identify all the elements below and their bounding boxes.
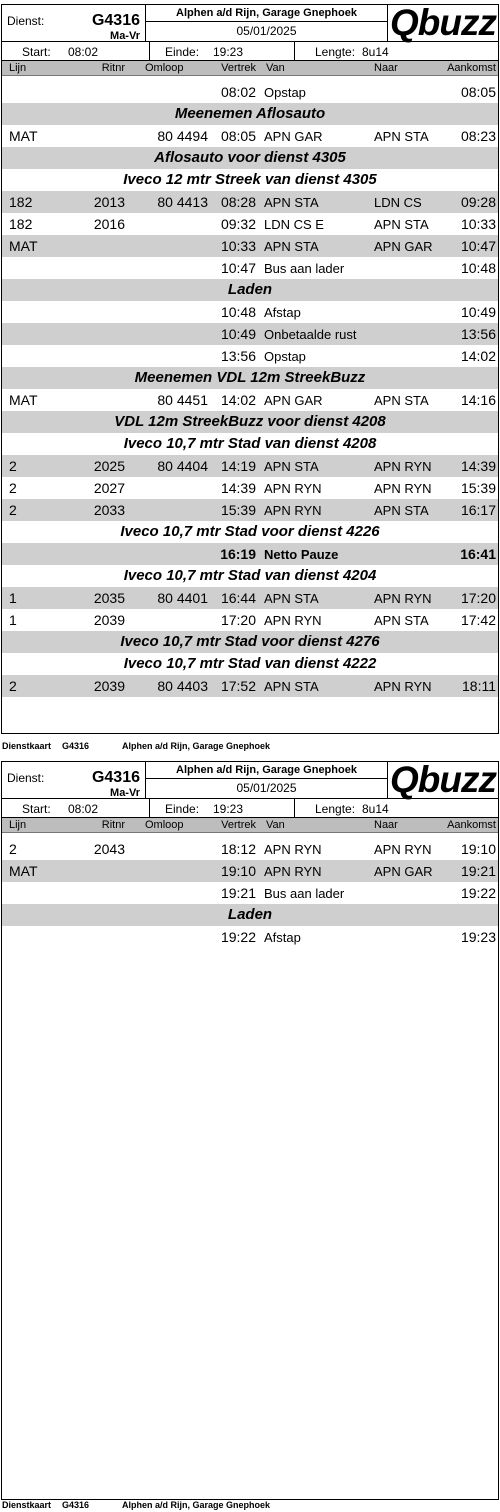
cell-vertrek: 19:22: [220, 929, 256, 945]
col-ritnr: Ritnr: [101, 62, 125, 74]
lengte-value: 8u14: [362, 45, 389, 59]
cell-vertrek: 10:47: [220, 260, 256, 276]
cell-lijn: MAT: [9, 863, 38, 879]
cell-van: APN STA: [264, 239, 319, 254]
col-omloop: Omloop: [145, 62, 184, 74]
col-ritnr: Ritnr: [101, 819, 125, 831]
section-title: Meenemen Aflosauto: [174, 105, 326, 122]
dienst-code: G4316: [91, 769, 140, 786]
trip-row: [2, 389, 498, 411]
divider: [149, 42, 150, 60]
cell-naar: APN RYN: [374, 459, 432, 474]
cell-omloop: 80 4451: [157, 392, 208, 408]
cell-aankomst: 14:39: [460, 458, 496, 474]
section-title-row: [2, 433, 498, 455]
trip-row: [2, 882, 498, 904]
section-title: Iveco 10,7 mtr Stad van dienst 4222: [123, 655, 377, 672]
footer-location: Alphen a/d Rijn, Garage Gnephoek: [122, 741, 271, 751]
schedule-rows: [2, 833, 498, 948]
col-omloop: Omloop: [145, 819, 184, 831]
column-header: [2, 61, 498, 76]
footer-code: G4316: [62, 1500, 90, 1510]
start-label: Start:: [22, 45, 51, 59]
cell-van: APN RYN: [264, 481, 322, 496]
dienst-label: Dienst:: [7, 771, 45, 785]
col-lijn: Lijn: [9, 819, 27, 831]
date: 05/01/2025: [236, 24, 297, 38]
cell-aankomst: 18:11: [462, 678, 496, 694]
einde-label: Einde:: [165, 45, 200, 59]
cell-lijn: 1: [9, 590, 17, 606]
cell-lijn: 182: [9, 194, 33, 210]
cell-van: APN STA: [264, 679, 319, 694]
start-value: 08:02: [68, 802, 99, 816]
cell-omloop: 80 4413: [157, 194, 208, 210]
cell-aankomst: 10:49: [460, 304, 496, 320]
trip-row: [2, 301, 498, 323]
cell-ritnr: 2016: [93, 216, 125, 232]
cell-aankomst: 17:42: [460, 612, 496, 628]
cell-lijn: 2: [9, 841, 17, 857]
cell-van: Afstap: [264, 930, 301, 945]
cell-vertrek: 10:33: [220, 238, 256, 254]
location: Alphen a/d Rijn, Garage Gnephoek: [146, 5, 387, 22]
cell-aankomst: 15:39: [460, 480, 496, 496]
page-footer: [0, 741, 500, 753]
cell-vertrek: 17:52: [220, 678, 256, 694]
cell-ritnr: 2027: [93, 480, 125, 496]
cell-van: APN RYN: [264, 842, 322, 857]
section-title: VDL 12m StreekBuzz voor dienst 4208: [114, 413, 386, 430]
cell-van: APN RYN: [264, 864, 322, 879]
pause-row: [2, 543, 498, 565]
cell-lijn: MAT: [9, 238, 38, 254]
card-header: [2, 2, 498, 43]
cell-van: APN GAR: [264, 393, 323, 408]
cell-aankomst: 19:10: [460, 841, 496, 857]
section-title: Laden: [227, 281, 273, 298]
cell-vertrek: 08:02: [220, 84, 256, 100]
divider: [149, 799, 150, 817]
qbuzz-logo: Qbuzz: [390, 2, 496, 43]
section-title: Iveco 10,7 mtr Stad van dienst 4208: [123, 435, 377, 452]
cell-aankomst: 19:23: [460, 929, 496, 945]
cell-naar: APN STA: [374, 503, 429, 518]
cell-lijn: 1: [9, 612, 17, 628]
cell-vertrek: 14:19: [220, 458, 256, 474]
einde-value: 19:23: [213, 45, 244, 59]
cell-van: Opstap: [264, 85, 306, 100]
start-label: Start:: [22, 802, 51, 816]
cell-naar: APN STA: [374, 393, 429, 408]
cell-naar: APN RYN: [374, 591, 432, 606]
cell-ritnr: 2035: [93, 590, 125, 606]
cell-ritnr: 2025: [93, 458, 125, 474]
cell-aankomst: 10:48: [460, 260, 496, 276]
cell-van: Netto Pauze: [264, 547, 339, 562]
trip-row: [2, 191, 498, 213]
trip-row: [2, 81, 498, 103]
cell-vertrek: 15:39: [220, 502, 256, 518]
cell-naar: APN STA: [374, 613, 429, 628]
cell-vertrek: 17:20: [220, 612, 256, 628]
section-title: Laden: [227, 906, 273, 923]
col-aankomst: Aankomst: [447, 62, 496, 74]
trip-row: [2, 235, 498, 257]
cell-vertrek: 08:28: [220, 194, 256, 210]
trip-row: [2, 499, 498, 521]
col-vertrek: Vertrek: [221, 819, 256, 831]
col-vertrek: Vertrek: [221, 62, 256, 74]
location-date-box: [145, 5, 388, 41]
col-lijn: Lijn: [9, 62, 27, 74]
cell-van: APN RYN: [264, 503, 322, 518]
divider: [294, 799, 295, 817]
trip-row: [2, 125, 498, 147]
footer-code: G4316: [62, 741, 90, 751]
cell-van: Bus aan lader: [264, 886, 345, 901]
cell-van: Onbetaalde rust: [264, 327, 357, 342]
cell-van: Bus aan lader: [264, 261, 345, 276]
service-days: Ma-Vr: [110, 30, 140, 42]
section-title: Iveco 10,7 mtr Stad voor dienst 4226: [120, 523, 380, 540]
cell-aankomst: 13:56: [460, 326, 496, 342]
trip-row: [2, 675, 498, 697]
section-title-row: [2, 904, 498, 926]
cell-aankomst: 17:20: [460, 590, 496, 606]
cell-omloop: 80 4401: [157, 590, 208, 606]
cell-vertrek: 13:56: [220, 348, 256, 364]
cell-vertrek: 14:39: [220, 480, 256, 496]
service-days: Ma-Vr: [110, 787, 140, 799]
cell-van: APN STA: [264, 591, 319, 606]
location-date-box: [145, 762, 388, 798]
lengte-label: Lengte:: [315, 802, 356, 816]
cell-van: APN STA: [264, 459, 319, 474]
section-title: Iveco 12 mtr Streek van dienst 4305: [123, 171, 377, 188]
trip-row: [2, 587, 498, 609]
section-title-row: [2, 367, 498, 389]
trip-row: [2, 609, 498, 631]
shift-times-bar: [2, 799, 498, 818]
cell-naar: APN STA: [374, 217, 429, 232]
section-title-row: [2, 411, 498, 433]
cell-ritnr: 2043: [93, 841, 125, 857]
cell-naar: APN RYN: [374, 679, 432, 694]
trip-row: [2, 838, 498, 860]
shift-times-bar: [2, 42, 498, 61]
cell-naar: APN GAR: [374, 864, 433, 879]
cell-vertrek: 14:02: [220, 392, 256, 408]
section-title: Iveco 10,7 mtr Stad van dienst 4204: [123, 567, 377, 584]
trip-row: [2, 213, 498, 235]
cell-vertrek: 18:12: [220, 841, 256, 857]
cell-vertrek: 16:19: [220, 546, 256, 562]
cell-lijn: 2: [9, 480, 17, 496]
cell-vertrek: 10:49: [220, 326, 256, 342]
cell-aankomst: 10:47: [460, 238, 496, 254]
cell-naar: APN GAR: [374, 239, 433, 254]
cell-aankomst: 10:33: [460, 216, 496, 232]
cell-omloop: 80 4403: [157, 678, 208, 694]
column-header: [2, 818, 498, 833]
trip-row: [2, 455, 498, 477]
cell-naar: APN RYN: [374, 481, 432, 496]
dienst-label: Dienst:: [7, 14, 45, 28]
cell-lijn: 182: [9, 216, 33, 232]
cell-naar: APN RYN: [374, 842, 432, 857]
cell-vertrek: 19:21: [220, 885, 256, 901]
trip-row: [2, 926, 498, 948]
cell-aankomst: 16:41: [460, 546, 496, 562]
einde-value: 19:23: [213, 802, 244, 816]
footer-label: Dienstkaart: [2, 1500, 52, 1510]
section-title-row: [2, 653, 498, 675]
cell-lijn: MAT: [9, 128, 38, 144]
qbuzz-logo: Qbuzz: [390, 759, 496, 800]
cell-vertrek: 08:05: [220, 128, 256, 144]
col-naar: Naar: [374, 819, 398, 831]
cell-vertrek: 19:10: [220, 863, 256, 879]
section-title-row: [2, 169, 498, 191]
duty-card-2: [1, 761, 499, 1500]
footer-label: Dienstkaart: [2, 741, 52, 751]
cell-vertrek: 09:32: [220, 216, 256, 232]
location: Alphen a/d Rijn, Garage Gnephoek: [146, 762, 387, 779]
section-title-row: [2, 631, 498, 653]
cell-omloop: 80 4494: [157, 128, 208, 144]
cell-aankomst: 19:21: [460, 863, 496, 879]
lengte-value: 8u14: [362, 802, 389, 816]
section-title-row: [2, 279, 498, 301]
cell-naar: APN STA: [374, 129, 429, 144]
cell-vertrek: 10:48: [220, 304, 256, 320]
cell-lijn: 2: [9, 458, 17, 474]
section-title-row: [2, 565, 498, 587]
col-van: Van: [266, 819, 285, 831]
cell-ritnr: 2039: [93, 612, 125, 628]
trip-row: [2, 257, 498, 279]
footer-location: Alphen a/d Rijn, Garage Gnephoek: [122, 1500, 271, 1510]
cell-van: APN RYN: [264, 613, 322, 628]
trip-row: [2, 860, 498, 882]
card-header: [2, 759, 498, 800]
lengte-label: Lengte:: [315, 45, 356, 59]
cell-aankomst: 08:23: [460, 128, 496, 144]
cell-van: LDN CS E: [264, 217, 324, 232]
cell-omloop: 80 4404: [157, 458, 208, 474]
section-title-row: [2, 103, 498, 125]
cell-ritnr: 2039: [93, 678, 125, 694]
trip-row: [2, 345, 498, 367]
cell-van: Afstap: [264, 305, 301, 320]
section-title: Meenemen VDL 12m StreekBuzz: [134, 369, 366, 386]
cell-lijn: 2: [9, 678, 17, 694]
page-footer: [0, 1500, 500, 1512]
col-naar: Naar: [374, 62, 398, 74]
cell-van: Opstap: [264, 349, 306, 364]
trip-row: [2, 323, 498, 345]
cell-aankomst: 16:17: [460, 502, 496, 518]
cell-aankomst: 19:22: [460, 885, 496, 901]
cell-van: APN STA: [264, 195, 319, 210]
cell-lijn: MAT: [9, 392, 38, 408]
col-aankomst: Aankomst: [447, 819, 496, 831]
section-title: Iveco 10,7 mtr Stad voor dienst 4276: [120, 633, 380, 650]
cell-aankomst: 09:28: [460, 194, 496, 210]
trip-row: [2, 477, 498, 499]
cell-aankomst: 14:02: [460, 348, 496, 364]
section-title: Aflosauto voor dienst 4305: [154, 149, 346, 166]
cell-aankomst: 14:16: [460, 392, 496, 408]
cell-ritnr: 2013: [93, 194, 125, 210]
section-title-row: [2, 147, 498, 169]
section-title-row: [2, 521, 498, 543]
divider: [294, 42, 295, 60]
col-van: Van: [266, 62, 285, 74]
schedule-rows: [2, 76, 498, 697]
start-value: 08:02: [68, 45, 99, 59]
cell-lijn: 2: [9, 502, 17, 518]
cell-naar: LDN CS: [374, 195, 422, 210]
date: 05/01/2025: [236, 781, 297, 795]
cell-ritnr: 2033: [93, 502, 125, 518]
dienst-code: G4316: [91, 12, 140, 29]
einde-label: Einde:: [165, 802, 200, 816]
cell-vertrek: 16:44: [220, 590, 256, 606]
duty-card-1: [1, 4, 499, 734]
cell-aankomst: 08:05: [460, 84, 496, 100]
cell-van: APN GAR: [264, 129, 323, 144]
